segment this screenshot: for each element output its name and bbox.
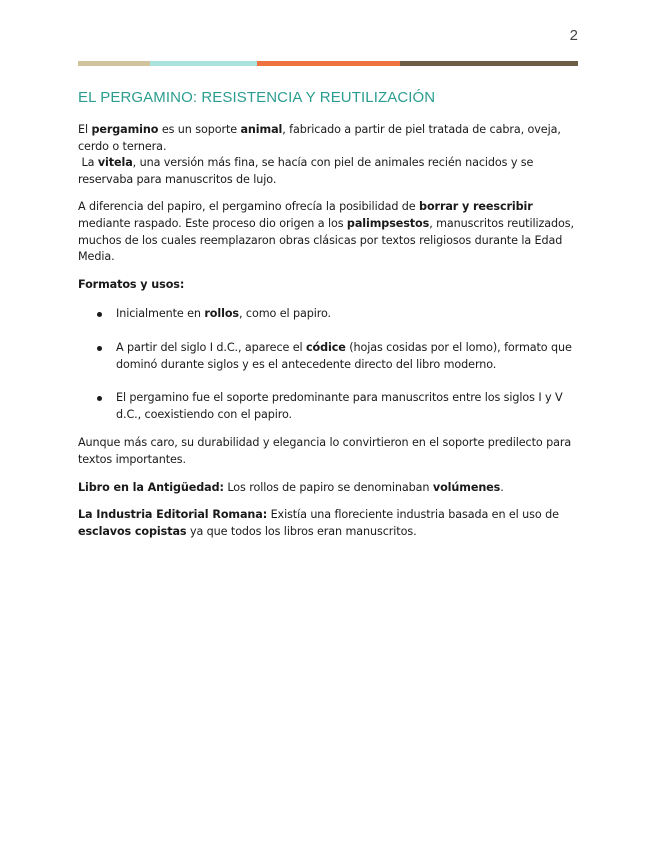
- bold-term: borrar y reescribir: [419, 200, 533, 214]
- text-run: El pergamino fue el soporte predominante para manuscritos entre los siglos I y V d.C., coexistiendo con el papiro.: [116, 391, 563, 421]
- bold-term: La Industria Editorial Romana:: [78, 508, 268, 522]
- bold-term: Libro en la Antigüedad:: [78, 480, 224, 494]
- text-run: Inicialmente en: [116, 307, 205, 321]
- bold-term: palimpsestos: [346, 216, 430, 230]
- bold-term: animal: [240, 123, 283, 136]
- text-run: , una versión más fina, se hacía con piel de animales recién nacidos y se reservaba para manuscritos de lujo.: [78, 156, 534, 186]
- text-run: Los rollos de papiro se denominaban: [223, 480, 433, 494]
- color-bar-segment-2: [150, 61, 257, 66]
- bold-term: rollos: [204, 307, 239, 321]
- paragraph-industria-editorial: [78, 507, 582, 540]
- text-run: ya que todos los libros eran manuscritos.: [186, 524, 417, 538]
- text-run: , como el papiro.: [238, 307, 331, 321]
- text-run: , fabricado a partir de piel tratada de cabra, oveja, cerdo o ternera.: [78, 123, 561, 153]
- text-run: La: [78, 156, 98, 170]
- color-bar-segment-1: [78, 61, 150, 66]
- paragraph-durabilidad: Aunque más caro, su durabilidad y elegancia lo convirtieron en el soporte predilecto para textos importantes.: [78, 436, 572, 466]
- text-run: , manuscritos reutilizados, muchos de los cuales reemplazaron obras clásicas por textos religiosos durante la Edad Media.: [78, 216, 574, 264]
- text-run: A diferencia del papiro, el pergamino ofrecía la posibilidad de: [78, 200, 420, 214]
- text-run: A partir del siglo I d.C., aparece el: [116, 340, 306, 354]
- document-body: [78, 89, 582, 551]
- section-title: EL PERGAMINO: RESISTENCIA Y REUTILIZACIÓN: [78, 89, 436, 106]
- color-bar-segment-4: [400, 61, 578, 66]
- paragraph-palimpsestos: [78, 199, 582, 265]
- decorative-color-bar: [78, 61, 578, 66]
- bold-term: esclavos copistas: [78, 524, 187, 538]
- color-bar-segment-3: [257, 61, 400, 66]
- paragraph-pergamino: [78, 122, 582, 155]
- list-item: [78, 306, 582, 323]
- formats-heading: [78, 277, 582, 294]
- bold-term: códice: [306, 340, 346, 354]
- text-run: El: [78, 123, 92, 136]
- text-run: mediante raspado. Este proceso dio origen a los: [78, 216, 347, 230]
- text-run: .: [500, 480, 504, 494]
- bold-term: pergamino: [91, 123, 159, 136]
- paragraph-libro-antiguedad: [78, 480, 582, 497]
- bold-term: vitela: [97, 156, 133, 170]
- text-run: (hojas cosidas por el lomo), formato que dominó durante siglos y es el antecedente directo del libro moderno.: [116, 340, 572, 371]
- page-number: 2: [569, 27, 578, 44]
- list-item: [78, 390, 582, 423]
- text-run: Existía una floreciente industria basada en el uso de: [267, 508, 559, 522]
- text-run: es un soporte: [158, 123, 241, 136]
- bold-term: Formatos y usos:: [78, 277, 185, 291]
- formats-list: [78, 306, 582, 423]
- paragraph-vitela: [78, 155, 582, 188]
- list-item: [78, 340, 582, 373]
- bold-term: volúmenes: [432, 480, 501, 494]
